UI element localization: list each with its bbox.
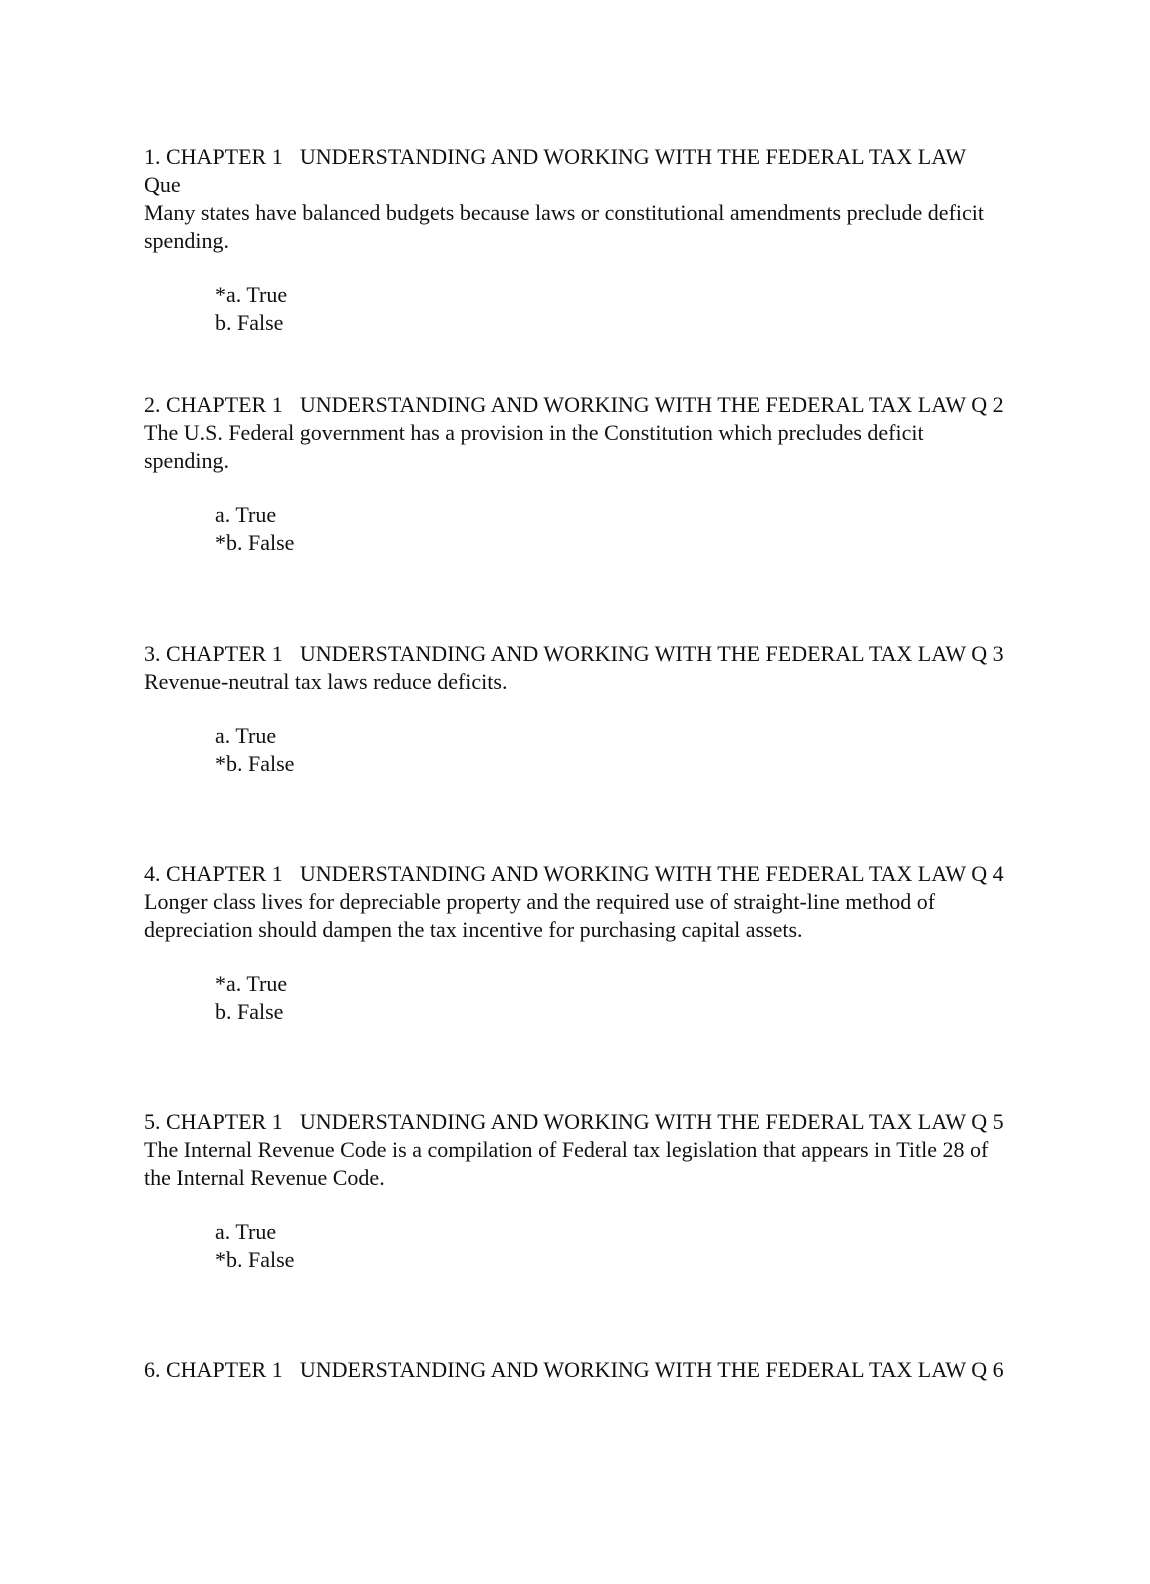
question-title: 6. CHAPTER 1 UNDERSTANDING AND WORKING WITH THE FEDERAL TAX LAW Q 6	[144, 1357, 1004, 1382]
answer-option-a: a. True	[215, 502, 277, 527]
answer-options	[144, 281, 1004, 337]
answer-option-b: *b. False	[215, 751, 295, 776]
question-title: 4. CHAPTER 1 UNDERSTANDING AND WORKING WITH THE FEDERAL TAX LAW Q 4	[144, 861, 1004, 886]
answer-option-a: *a. True	[215, 971, 288, 996]
answer-option-b: *b. False	[215, 530, 295, 555]
answer-options	[144, 970, 1004, 1026]
question-text: The U.S. Federal government has a provision in the Constitution which precludes deficit spending.	[144, 420, 924, 473]
answer-option-a: *a. True	[215, 282, 288, 307]
answer-options	[144, 1218, 1004, 1274]
question-5	[144, 1108, 1004, 1274]
question-title: 2. CHAPTER 1 UNDERSTANDING AND WORKING WITH THE FEDERAL TAX LAW Q 2	[144, 392, 1004, 417]
question-1	[144, 143, 1004, 337]
question-6	[144, 1356, 1004, 1384]
answer-option-a: a. True	[215, 723, 277, 748]
answer-option-b: b. False	[215, 999, 284, 1024]
question-4	[144, 860, 1004, 1026]
question-2	[144, 391, 1004, 557]
answer-option-a: a. True	[215, 1219, 277, 1244]
question-3	[144, 640, 1004, 778]
answer-options	[144, 722, 1004, 778]
question-text: The Internal Revenue Code is a compilation of Federal tax legislation that appears in Title 28 of the Internal Revenue Code.	[144, 1137, 989, 1190]
question-text: Revenue-neutral tax laws reduce deficits.	[144, 669, 508, 694]
question-text: Many states have balanced budgets because laws or constitutional amendments preclude deficit spending.	[144, 200, 984, 253]
answer-option-b: *b. False	[215, 1247, 295, 1272]
question-title: 5. CHAPTER 1 UNDERSTANDING AND WORKING WITH THE FEDERAL TAX LAW Q 5	[144, 1109, 1004, 1134]
answer-options	[144, 501, 1004, 557]
answer-option-b: b. False	[215, 310, 284, 335]
question-text: Longer class lives for depreciable property and the required use of straight-line method of depreciation should dampen the tax incentive for purchasing capital assets.	[144, 889, 936, 942]
question-title: 1. CHAPTER 1 UNDERSTANDING AND WORKING WITH THE FEDERAL TAX LAW Que	[144, 144, 972, 197]
question-title: 3. CHAPTER 1 UNDERSTANDING AND WORKING WITH THE FEDERAL TAX LAW Q 3	[144, 641, 1004, 666]
